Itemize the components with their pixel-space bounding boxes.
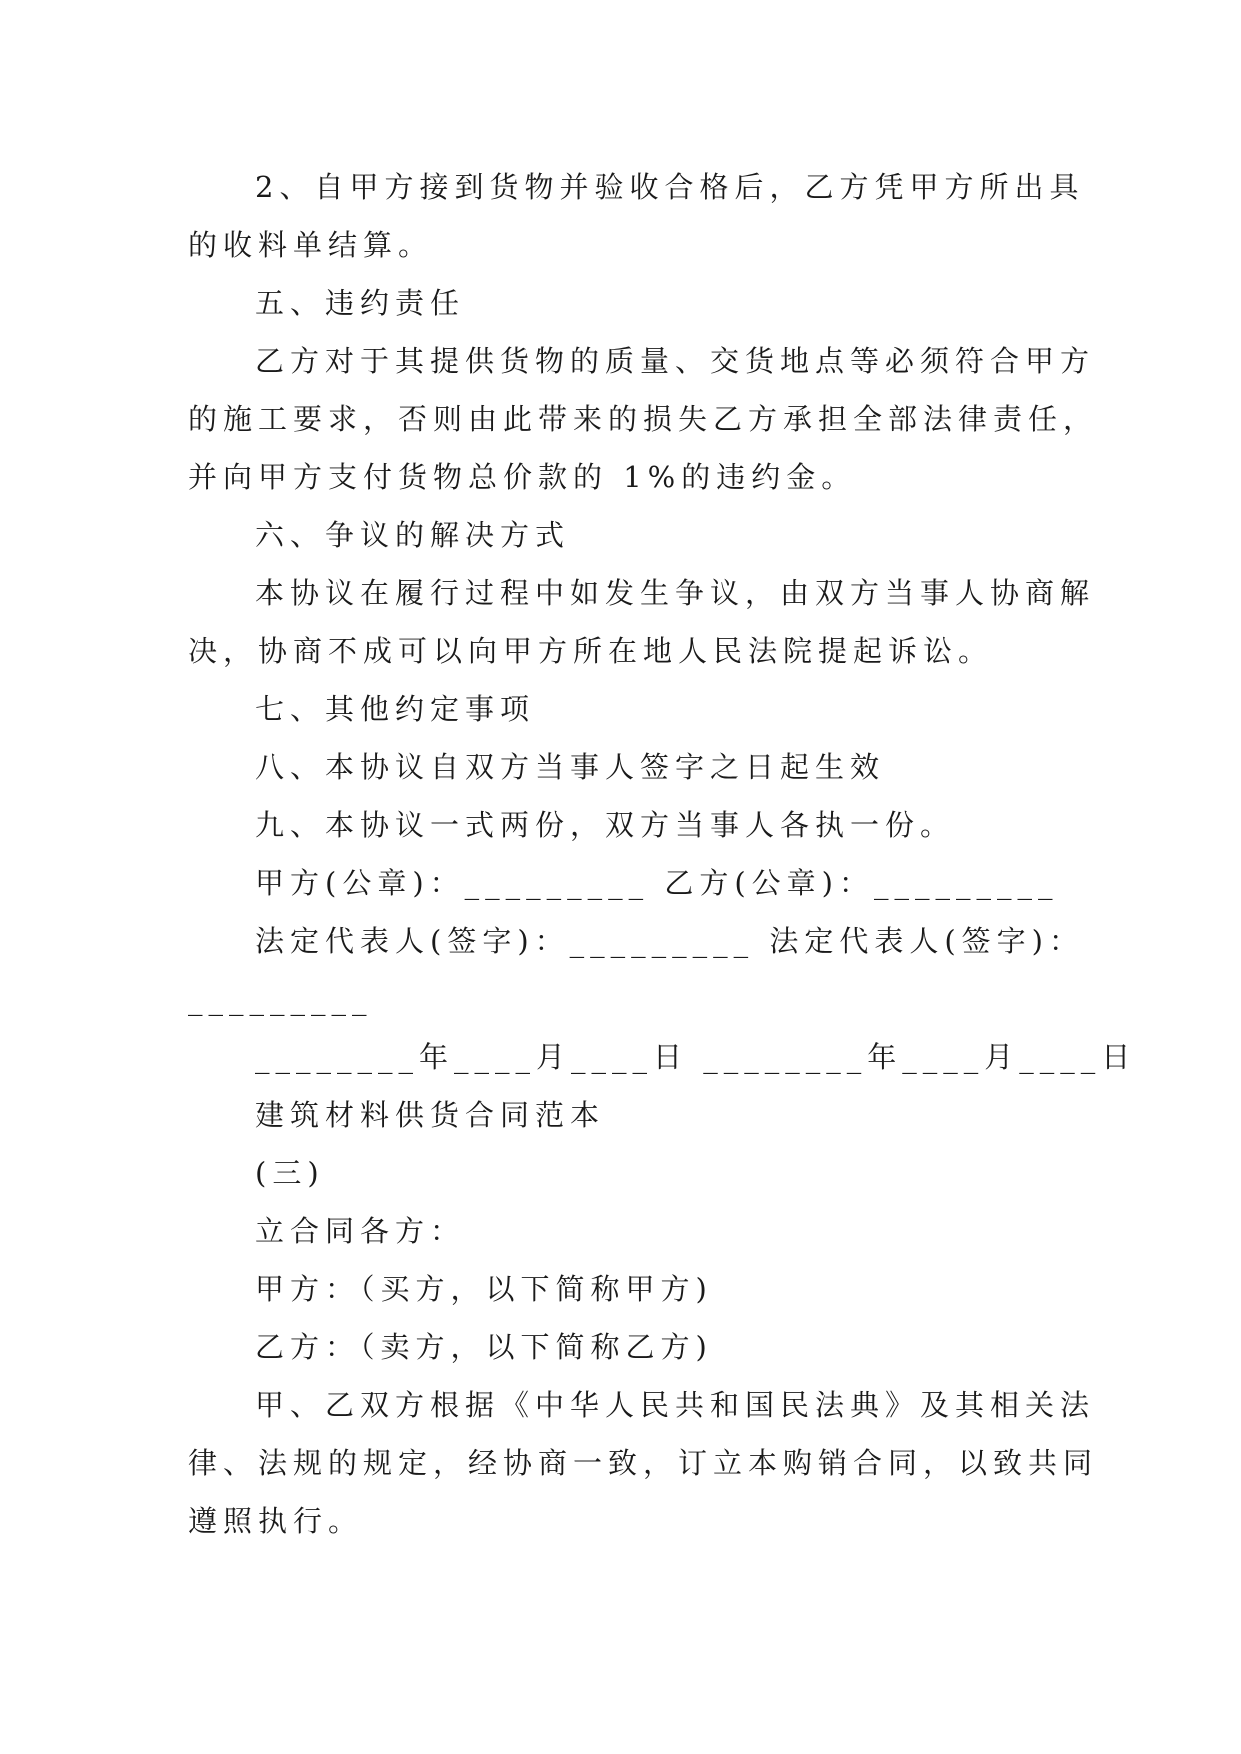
section-heading: 七、其他约定事项 (255, 692, 536, 726)
text-line: 遵照执行。 (188, 1504, 364, 1538)
text-line: 立合同各方： (255, 1214, 466, 1248)
text-line: 甲、乙双方根据《中华人民共和国民法典》及其相关法 (255, 1388, 1096, 1422)
document-body (188, 158, 1137, 1550)
signature-blank: _________ (188, 982, 373, 1016)
text-line: 乙方对于其提供货物的质量、交货地点等必须符合甲方 (255, 344, 1096, 378)
text-line: 的施工要求，否则由此带来的损失乙方承担全部法律责任， (188, 402, 1099, 436)
text-line: 2、自甲方接到货物并验收合格后，乙方凭甲方所出具 (255, 170, 1085, 204)
party-b-line: 乙方：（卖方，以下简称乙方) (255, 1330, 713, 1364)
text-line: 八、本协议自双方当事人签字之日起生效 (255, 750, 886, 784)
section-heading: 五、违约责任 (255, 286, 466, 320)
signature-line-representative: 法定代表人(签字)：_________ 法定代表人(签字)： (255, 924, 1084, 958)
section-number: (三) (255, 1156, 325, 1190)
date-line: ________年____月____日 ________年____月____日 (255, 1040, 1137, 1074)
section-heading: 六、争议的解决方式 (255, 518, 571, 552)
signature-line-seal: 甲方(公章)：_________ 乙方(公章)：_________ (255, 866, 1059, 900)
text-line: 九、本协议一式两份，双方当事人各执一份。 (255, 808, 956, 842)
document-title: 建筑材料供货合同范本 (255, 1098, 606, 1132)
text-line: 本协议在履行过程中如发生争议，由双方当事人协商解 (255, 576, 1096, 610)
text-line: 并向甲方支付货物总价款的 1%的违约金。 (188, 460, 857, 494)
text-line: 决，协商不成可以向甲方所在地人民法院提起诉讼。 (188, 634, 994, 668)
text-line: 的收料单结算。 (188, 228, 434, 262)
text-line: 律、法规的规定，经协商一致，订立本购销合同，以致共同 (188, 1446, 1099, 1480)
party-a-line: 甲方：（买方，以下简称甲方) (255, 1272, 713, 1306)
